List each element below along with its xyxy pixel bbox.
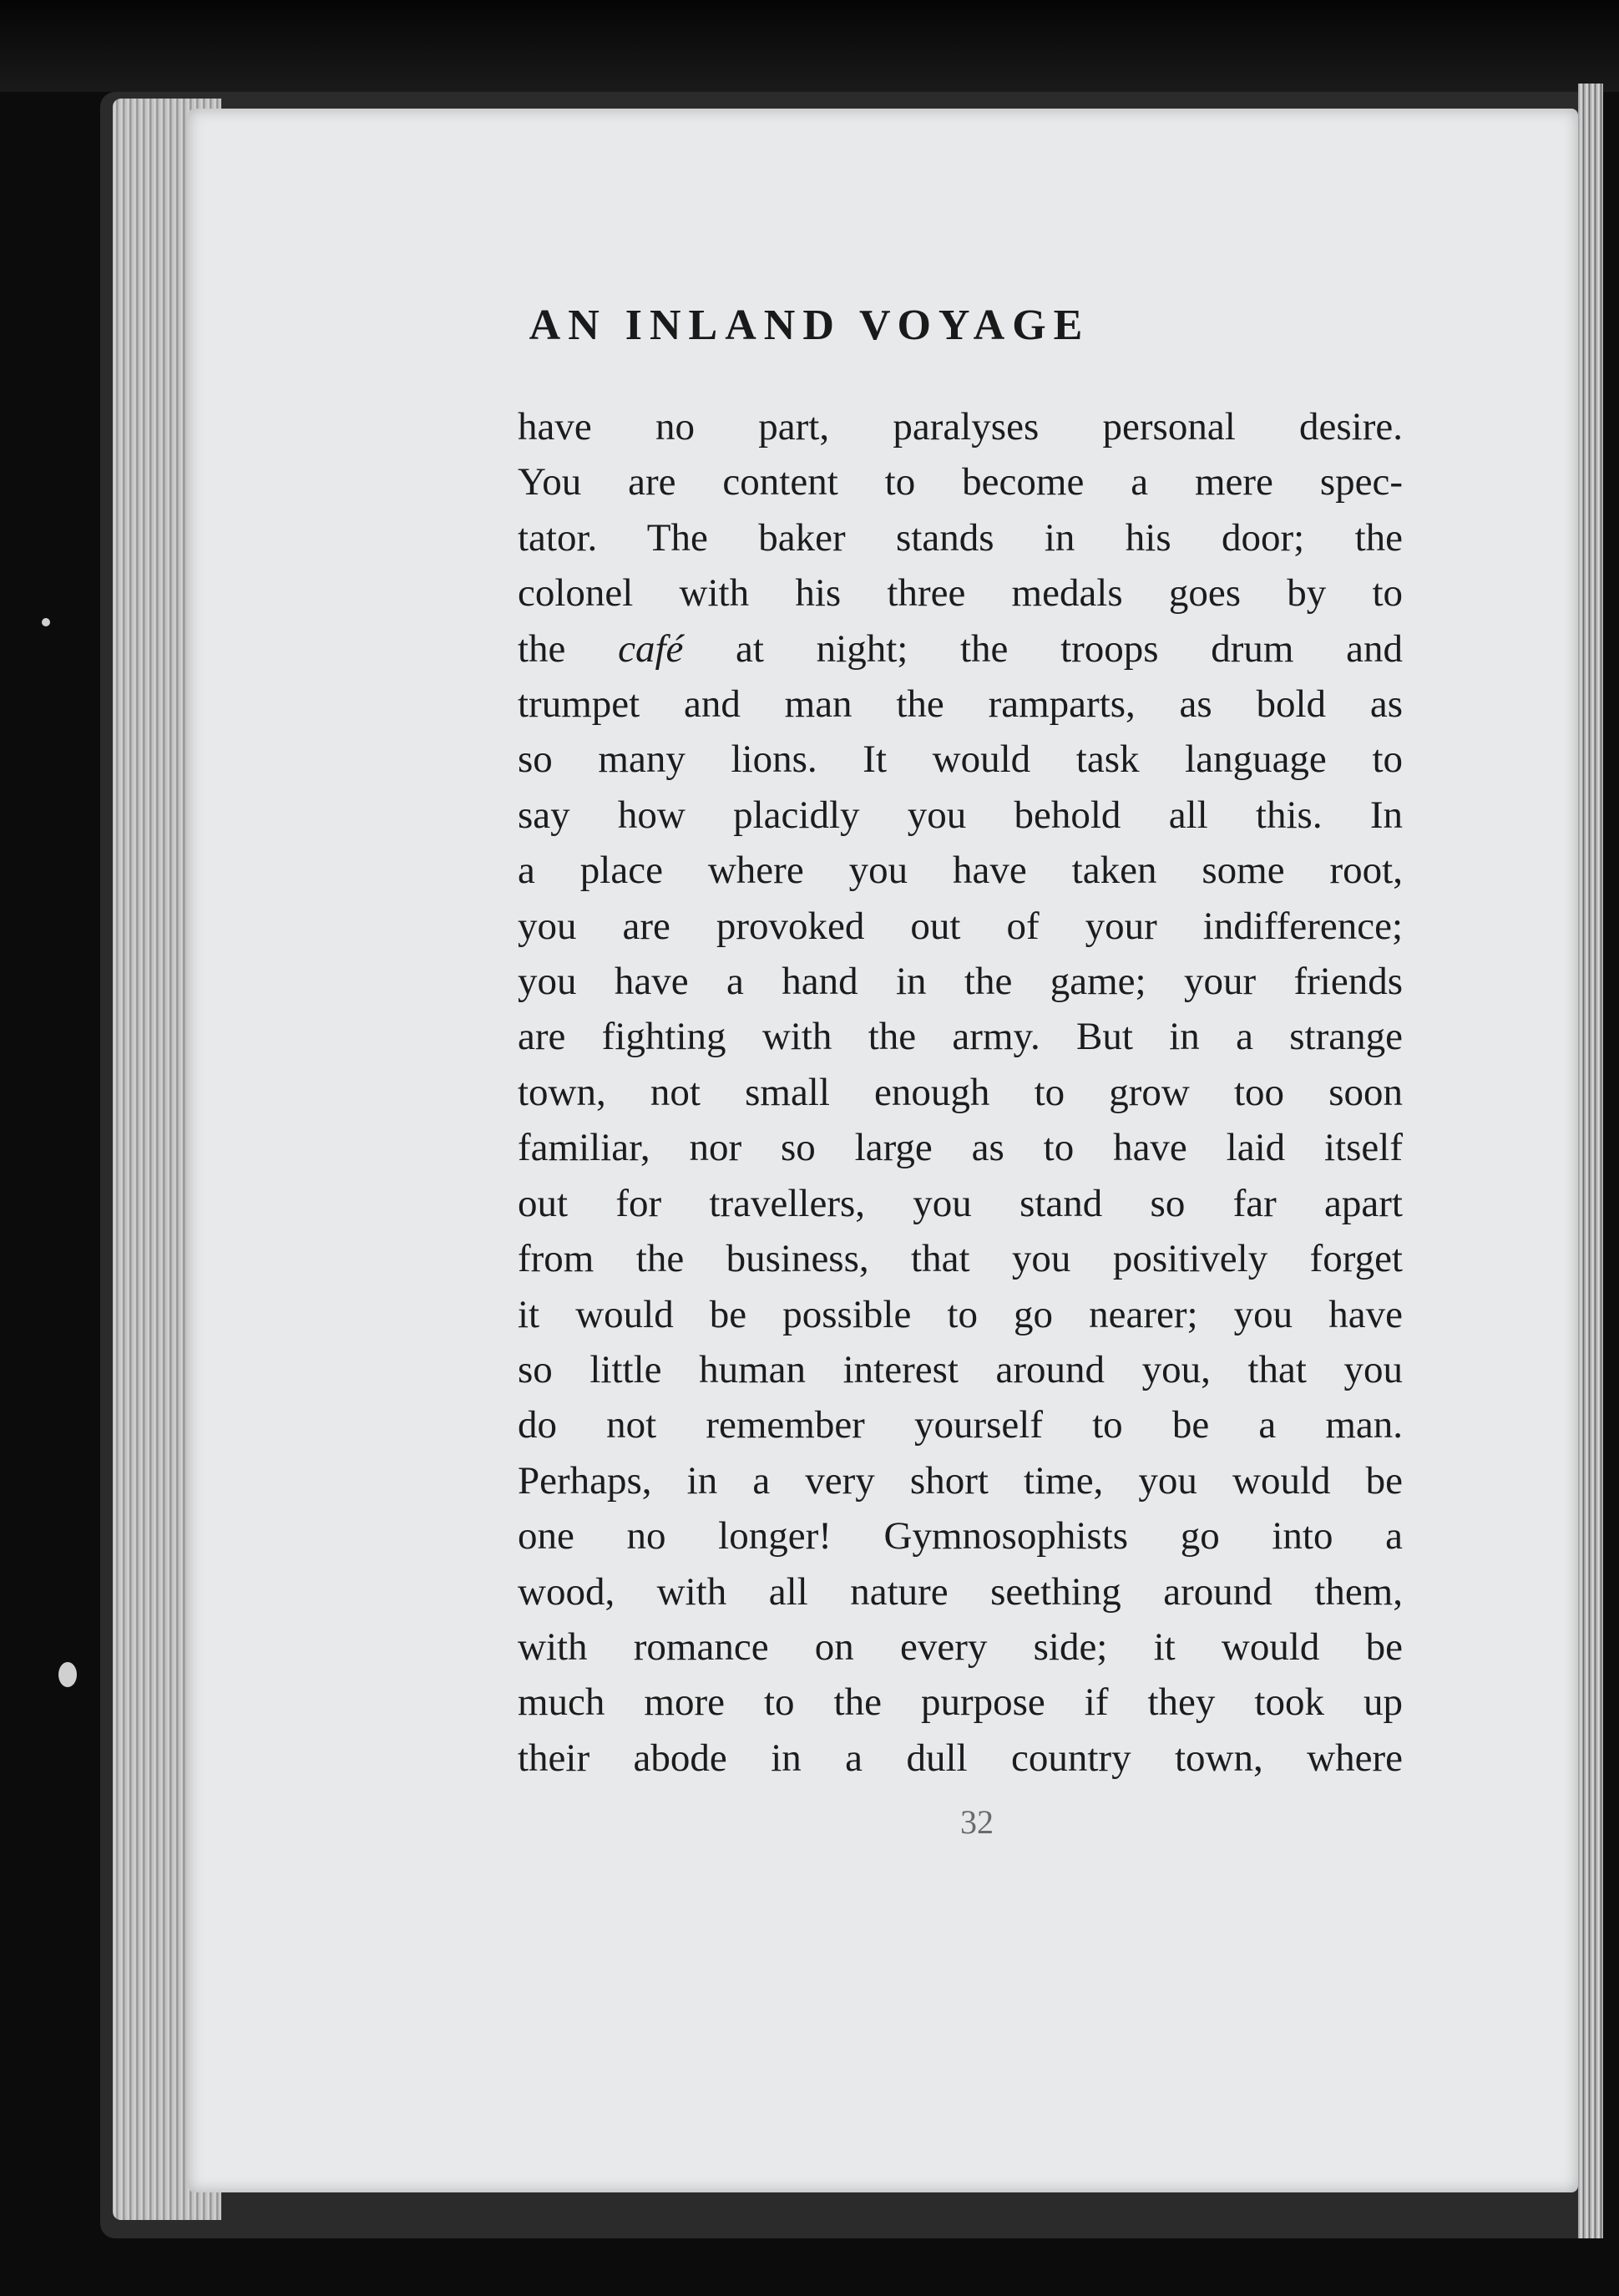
text-line: from the business, that you positively forget <box>518 1237 1403 1281</box>
text-line: do not remember yourself to be a man. <box>518 1403 1403 1447</box>
text-line: colonel with his three medals goes by to <box>518 571 1403 616</box>
text-line: the café at night; the troops drum and <box>518 626 1403 671</box>
text-line: say how placidly you behold all this. In <box>518 793 1403 837</box>
text-line: their abode in a dull country town, where <box>518 1736 1403 1780</box>
italic-word: café <box>618 626 684 671</box>
text-line: much more to the purpose if they took up <box>518 1680 1403 1725</box>
scan-background-top <box>0 0 1619 92</box>
page-stack-right <box>1578 84 1603 2238</box>
text-line: Perhaps, in a very short time, you would be <box>518 1458 1403 1503</box>
running-head: AN INLAND VOYAGE <box>529 302 1090 349</box>
text-line: are fighting with the army. But in a strange <box>518 1015 1403 1059</box>
text-line: familiar, nor so large as to have laid itself <box>518 1126 1403 1170</box>
text-line: with romance on every side; it would be <box>518 1624 1403 1669</box>
text-line: you have a hand in the game; your friends <box>518 960 1403 1004</box>
text-line: out for travellers, you stand so far apart <box>518 1181 1403 1225</box>
text-line: town, not small enough to grow too soon <box>518 1070 1403 1114</box>
page-number: 32 <box>960 1803 994 1841</box>
text-line: tator. The baker stands in his door; the <box>518 515 1403 560</box>
text-line: a place where you have taken some root, <box>518 849 1403 893</box>
text-line: it would be possible to go nearer; you have <box>518 1292 1403 1336</box>
text-line: trumpet and man the ramparts, as bold as <box>518 682 1403 727</box>
text-line: so little human interest around you, that you <box>518 1347 1403 1391</box>
text-line: you are provoked out of your indifference; <box>518 904 1403 948</box>
body-text <box>518 399 1403 1786</box>
scan-speck <box>58 1662 77 1687</box>
text-line: have no part, paralyses personal desire. <box>518 405 1403 449</box>
text-line: so many lions. It would task language to <box>518 737 1403 782</box>
scan-speck <box>42 618 50 626</box>
text-line: wood, with all nature seething around them, <box>518 1569 1403 1614</box>
text-line: one no longer! Gymnosophists go into a <box>518 1514 1403 1559</box>
text-line: You are content to become a mere spec- <box>518 460 1403 504</box>
